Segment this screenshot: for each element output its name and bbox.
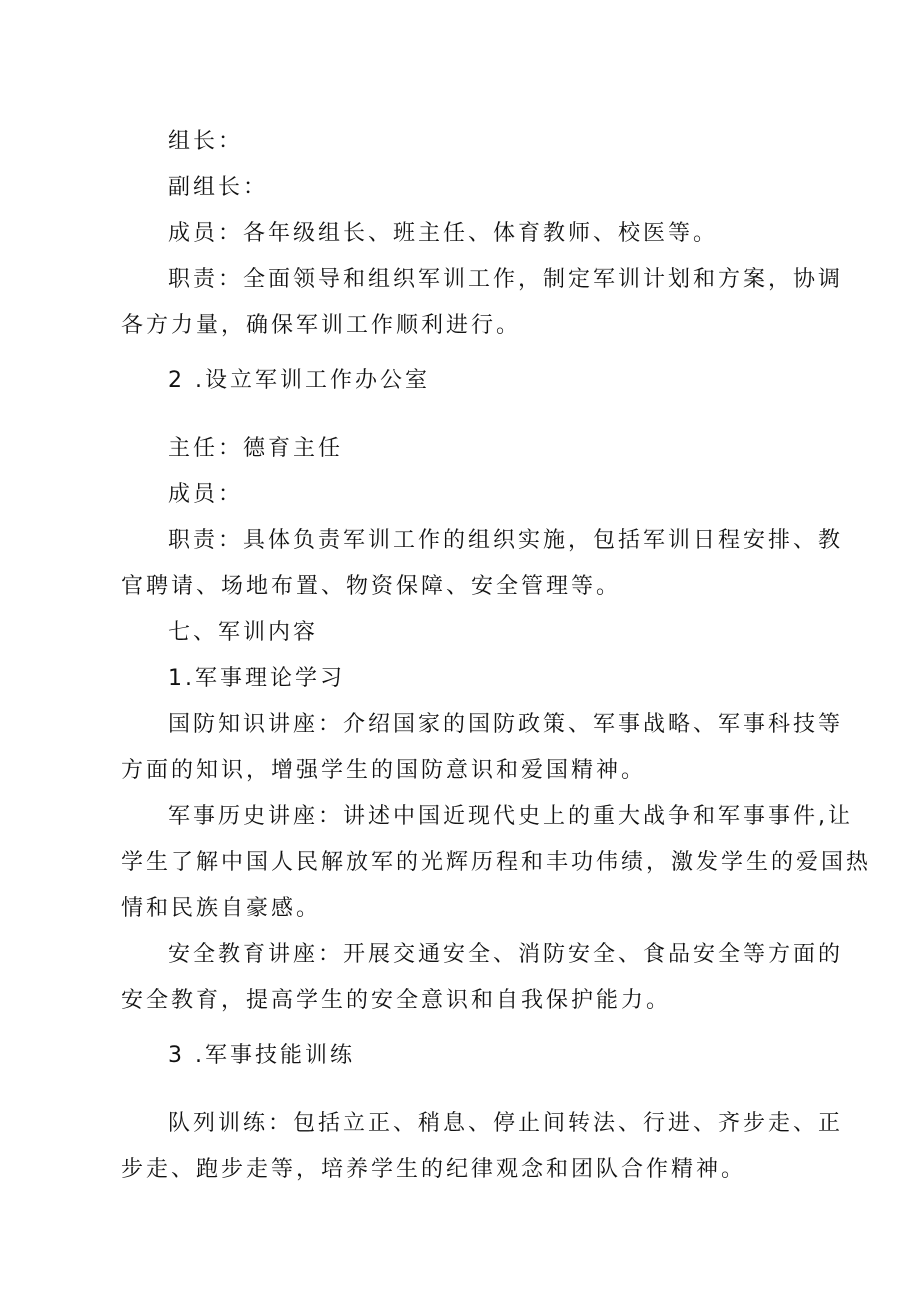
line-drill-cont: 步走、跑步走等，培养学生的纪律观念和团队合作精神。 [121,1157,747,1182]
heading-skills: 3 .军事技能训练 [168,1043,355,1068]
line-safety-lecture: 安全教育讲座：开展交通安全、消防安全、食品安全等方面的 [168,942,844,967]
line-safety-lecture-cont: 安全教育，提高学生的安全意识和自我保护能力。 [121,988,672,1013]
line-members: 成员：各年级组长、班主任、体育教师、校医等。 [168,221,719,246]
line-director: 主任：德育主任 [168,436,344,461]
line-team-leader: 组长： [168,129,244,154]
line-duties-2-cont: 官聘请、场地布置、物资保障、安全管理等。 [121,574,622,599]
line-history-lecture-cont-1: 学生了解中国人民解放军的光辉历程和丰功伟绩，激发学生的爱国热 [121,850,872,875]
line-drill: 队列训练：包括立正、稍息、停止间转法、行进、齐步走、正 [168,1111,844,1136]
line-office-members: 成员： [168,482,244,507]
line-defense-lecture-cont: 方面的知识，增强学生的国防意识和爱国精神。 [121,758,647,783]
line-history-lecture: 军事历史讲座：讲述中国近现代史上的重大战争和军事事件,让 [168,804,853,829]
line-history-lecture-cont-2: 情和民族自豪感。 [121,896,322,921]
heading-theory: 1.军事理论学习 [168,666,345,691]
line-duties-1-cont: 各方力量，确保军训工作顺利进行。 [121,313,522,338]
heading-office: 2 .设立军训工作办公室 [168,368,430,393]
line-duties-2: 职责：具体负责军训工作的组织实施，包括军训日程安排、教 [168,528,844,553]
line-duties-1: 职责：全面领导和组织军训工作，制定军训计划和方案，协调 [168,267,844,292]
line-defense-lecture: 国防知识讲座：介绍国家的国防政策、军事战略、军事科技等 [168,712,844,737]
line-deputy-leader: 副组长： [168,175,269,200]
heading-training-content: 七、军训内容 [168,620,319,645]
